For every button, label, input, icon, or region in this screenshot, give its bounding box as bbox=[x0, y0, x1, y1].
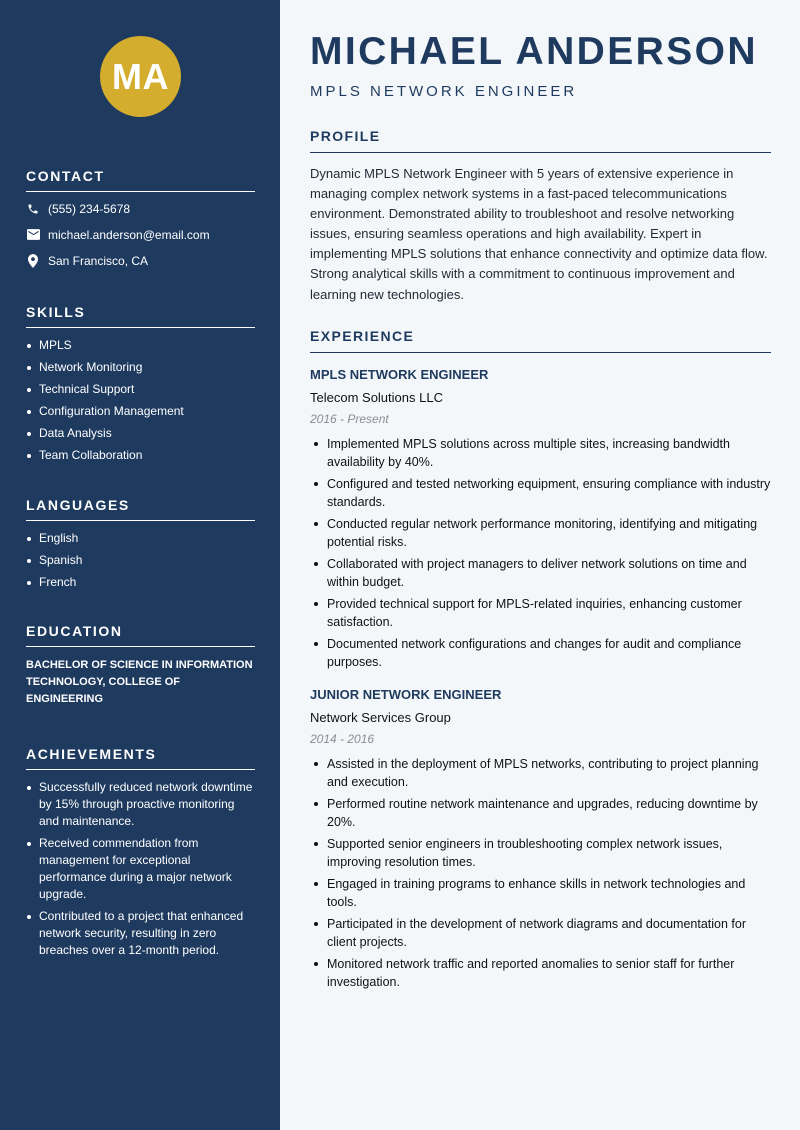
profile-section bbox=[310, 128, 771, 305]
location-text: San Francisco, CA bbox=[48, 253, 149, 268]
skill-item: Data Analysis bbox=[26, 425, 255, 442]
skills-list bbox=[26, 337, 255, 464]
contact-phone bbox=[26, 201, 255, 218]
candidate-name: MICHAEL ANDERSON bbox=[310, 30, 758, 73]
achievement-item: Contributed to a project that enhanced network security, resulting in zero breaches over a 12-month period. bbox=[26, 908, 255, 959]
contact-email bbox=[26, 226, 255, 243]
job-company: Network Services Group bbox=[310, 710, 451, 725]
skills-section bbox=[26, 304, 255, 469]
language-item: French bbox=[26, 574, 255, 591]
job-bullets bbox=[310, 435, 771, 671]
job-bullet: Participated in the development of network diagrams and documentation for client projects. bbox=[310, 915, 771, 951]
location-pin-icon bbox=[26, 254, 40, 268]
education-heading: EDUCATION bbox=[26, 623, 255, 647]
job-bullet: Engaged in training programs to enhance skills in network technologies and tools. bbox=[310, 875, 771, 911]
job-bullet: Supported senior engineers in troubleshooting complex network issues, improving resolution times. bbox=[310, 835, 771, 871]
email-text[interactable]: michael.anderson@email.com bbox=[48, 227, 210, 242]
job-bullet: Implemented MPLS solutions across multiple sites, increasing bandwidth availability by 40%. bbox=[310, 435, 771, 471]
phone-icon bbox=[26, 202, 40, 216]
skill-item: Network Monitoring bbox=[26, 359, 255, 376]
achievements-list bbox=[26, 779, 255, 959]
contact-section bbox=[26, 168, 255, 269]
job-entry bbox=[310, 367, 771, 671]
languages-heading: LANGUAGES bbox=[26, 497, 255, 521]
avatar: MA bbox=[100, 36, 181, 117]
job-dates: 2016 - Present bbox=[310, 412, 389, 426]
contact-location bbox=[26, 252, 255, 269]
skill-item: MPLS bbox=[26, 337, 255, 354]
job-bullet: Monitored network traffic and reported anomalies to senior staff for further investigation. bbox=[310, 955, 771, 991]
job-bullet: Performed routine network maintenance and upgrades, reducing downtime by 20%. bbox=[310, 795, 771, 831]
education-section bbox=[26, 623, 255, 708]
skill-item: Technical Support bbox=[26, 381, 255, 398]
language-item: English bbox=[26, 530, 255, 547]
languages-section bbox=[26, 497, 255, 596]
language-item: Spanish bbox=[26, 552, 255, 569]
job-bullet: Conducted regular network performance monitoring, identifying and mitigating potential risks. bbox=[310, 515, 771, 551]
achievement-item: Successfully reduced network downtime by 15% through proactive monitoring and maintenance. bbox=[26, 779, 255, 830]
sidebar bbox=[0, 0, 280, 1130]
profile-text: Dynamic MPLS Network Engineer with 5 years of extensive experience in managing complex network systems in a fast-paced telecommunications environment. Demonstrated ability to troubleshoot and resolve networking issues, ensuring seamless operations and high availability. Expert in implementing MPLS solutions that enhance connectivity and optimize data flow. Strong analytical skills with a commitment to continuous improvement and learning new technologies. bbox=[310, 166, 768, 302]
job-role: JUNIOR NETWORK ENGINEER bbox=[310, 687, 502, 702]
contact-heading: CONTACT bbox=[26, 168, 255, 192]
education-degree: BACHELOR OF SCIENCE IN INFORMATION TECHNOLOGY, COLLEGE OF ENGINEERING bbox=[26, 659, 253, 705]
mail-icon bbox=[26, 228, 40, 242]
job-role: MPLS NETWORK ENGINEER bbox=[310, 367, 489, 382]
profile-heading: PROFILE bbox=[310, 128, 771, 153]
experience-heading: EXPERIENCE bbox=[310, 328, 771, 353]
job-dates: 2014 - 2016 bbox=[310, 732, 375, 746]
job-bullet: Assisted in the deployment of MPLS networks, contributing to project planning and execution. bbox=[310, 755, 771, 791]
job-bullet: Configured and tested networking equipment, ensuring compliance with industry standards. bbox=[310, 475, 771, 511]
job-company: Telecom Solutions LLC bbox=[310, 390, 443, 405]
skill-item: Team Collaboration bbox=[26, 447, 255, 464]
achievements-heading: ACHIEVEMENTS bbox=[26, 746, 255, 770]
job-bullet: Provided technical support for MPLS-related inquiries, enhancing customer satisfaction. bbox=[310, 595, 771, 631]
skills-heading: SKILLS bbox=[26, 304, 255, 328]
achievement-item: Received commendation from management for exceptional performance during a major network upgrade. bbox=[26, 835, 255, 903]
candidate-title: MPLS NETWORK ENGINEER bbox=[310, 83, 578, 100]
job-entry bbox=[310, 687, 771, 991]
phone-text: (555) 234-5678 bbox=[48, 202, 131, 217]
experience-section bbox=[310, 328, 771, 995]
job-bullet: Collaborated with project managers to deliver network solutions on time and within budget. bbox=[310, 555, 771, 591]
achievements-section bbox=[26, 746, 255, 964]
languages-list bbox=[26, 530, 255, 591]
job-bullet: Documented network configurations and changes for audit and compliance purposes. bbox=[310, 635, 771, 671]
skill-item: Configuration Management bbox=[26, 403, 255, 420]
job-bullets bbox=[310, 755, 771, 991]
